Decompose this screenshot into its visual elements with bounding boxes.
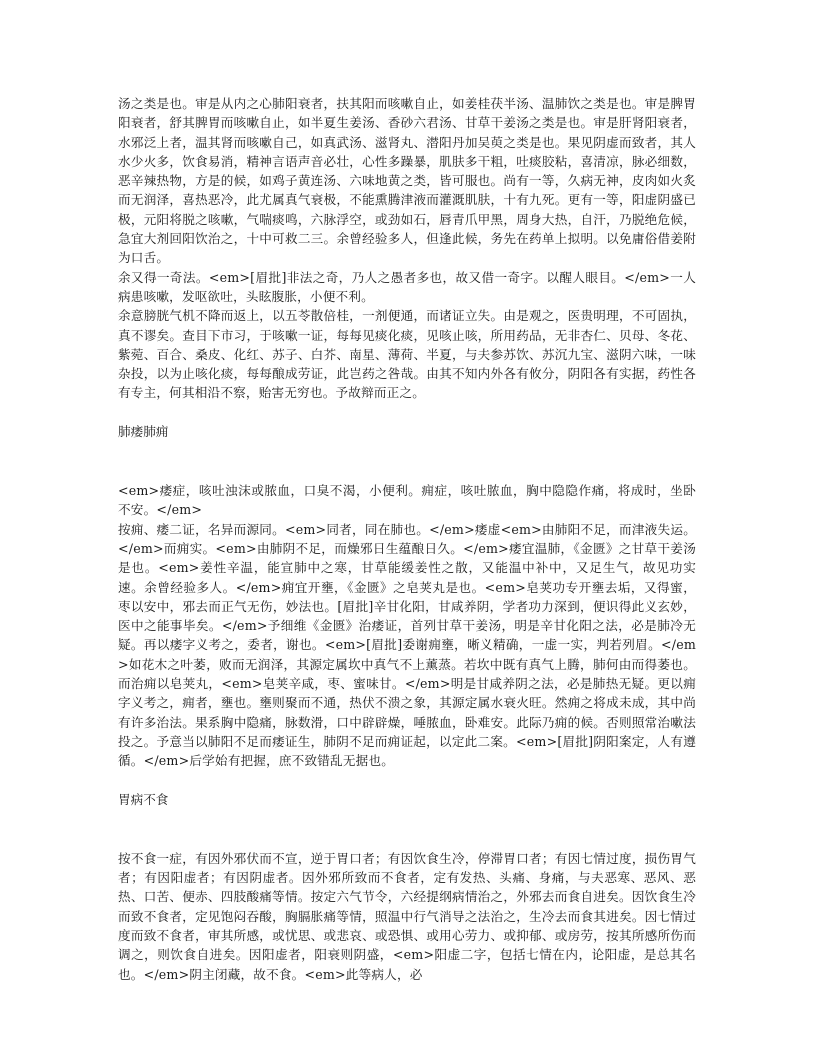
body-paragraph: 余又得一奇法。<em>[眉批]非法之奇，乃人之愚者多也，故又借一奇字。以醒人眼目。</em>一人病患咳嗽，发呕欲吐，头眩腹胀，小便不利。	[118, 269, 696, 304]
body-paragraph: 按痈、痿二证，名异而源同。<em>同者，同在肺也。</em>痿虚<em>由肺阳不足，而津液失运。</em>而痈实。<em>由肺阴不足，而燥邪日生蕴酿日久。</em>痿宜温肺，《金匮》之甘草干姜汤是也。<em>姜性辛温，能宣肺中之寒，甘草能缓姜性之散，又能温中补中，又足生气，故见功实速。余曾经验多人。</em>痈宜开壅，《金匮》之皂荚丸是也。<em>皂荚功专开壅去垢，又得蜜，枣以安中，邪去而正气无伤，妙法也。[眉批]辛甘化阳，甘咸养阴，学者功力深到，便识得此义玄妙，医中之能事毕矣。</em>予细维《金匮》治痿证，首列甘草干姜汤，明是辛甘化阳之法，必是肺冷无疑。再以痿字义考之，委者，谢也。<em>[眉批]委谢痈壅，晰义精确，一虚一实，判若列眉。</em>如花木之叶萎，败而无润泽，其源定属坎中真气不上薰蒸。若坎中既有真气上腾，肺何由而得萎也。而治痈以皂荚丸，<em>皂荚辛咸，枣、蜜味甘。</em>明是甘咸养阴之法，必是肺热无疑。更以痈字义考之，痈者，壅也。壅则聚而不通，热伏不溃之象，其源定属水衰火旺。然痈之将成未成，其中尚有许多治法。果系胸中隐痛，脉数滑，口中辟辟燥，唾脓血，卧难安。此际乃痈的候。否则照常治嗽法投之。予意当以肺阳不足而痿证生，肺阴不足而痈证起，以定此二案。<em>[眉批]阴阳案定，人有遵循。</em>后学始有把握，庶不致错乱无据也。	[118, 521, 696, 769]
body-paragraph: 余意膀胱气机不降而返上，以五苓散倍桂，一剂便通，而诸证立失。由是观之，医贵明理，不可固执，真不谬矣。查目下市习，于咳嗽一证，每每见痰化痰，见咳止咳，所用药品，无非杏仁、贝母、冬花、紫菀、百合、桑皮、化红、苏子、白芥、南星、薄荷、半夏，与夫参苏饮、苏沉九宝、滋阴六味，一味杂投，以为止咳化痰，每每酿成劳证，此岂药之咎哉。由其不知内外各有攸分，阴阳各有实据，药性各有专主，何其相沿不察，贻害无穷也。予故辩而正之。	[118, 308, 696, 401]
body-paragraph: <em>痿症，咳吐浊沫或脓血，口臭不渴，小便利。痈症，咳吐脓血，胸中隐隐作痛，将成时，坐卧不安。</em>	[118, 483, 696, 518]
section-heading: 肺痿肺痈	[118, 423, 169, 439]
section-heading: 胃病不食	[118, 791, 169, 807]
document-page	[118, 94, 696, 984]
body-paragraph: 汤之类是也。审是从内之心肺阳衰者，扶其阳而咳嗽自止，如姜桂茯半汤、温肺饮之类是也。审是脾胃阳衰者，舒其脾胃而咳嗽自止，如半夏生姜汤、香砂六君汤、甘草干姜汤之类是也。审是肝肾阳衰者，水邪泛上者，温其肾而咳嗽自己，如真武汤、滋肾丸、潜阳丹加吴萸之类是也。果见阴虚而致者，其人水少火多，饮食易消，精神言语声音必壮，心性多躁暴，肌肤多干粗，吐痰胶粘，喜清凉，脉必细数，恶辛辣热物，方是的候，如鸡子黄连汤、六味地黄之类，皆可服也。尚有一等，久病无神，皮肉如火炙而无润泽，喜热恶冷，此尤属真气衰极，不能熏腾津液而灌溉肌肤，十有九死。更有一等，阳虚阴盛已极，元阳将脱之咳嗽，气喘痰鸣，六脉浮空，或劲如石，唇青爪甲黑，周身大热，自汗，乃脱绝危候，急宜大剂回阳饮治之，十中可救二三。余曾经验多人，但逢此候，务先在药单上拟明。以免庸俗借姜附为口舌。	[118, 96, 696, 266]
body-paragraph: 按不食一症，有因外邪伏而不宣，逆于胃口者；有因饮食生冷，停滞胃口者；有因七情过度，损伤胃气者；有因阳虚者；有因阴虚者。因外邪所致而不食者，定有发热、头痛、身痛，与夫恶寒、恶风、恶热、口苦、便赤、四肢酸痛等情。按定六气节令，六经提纲病情治之，外邪去而食自进矣。因饮食生冷而致不食者，定见饱闷吞酸，胸膈胀痛等情，照温中行气消导之法治之，生冷去而食其进矣。因七情过度而致不食者，审其所感，或忧思、或悲哀、或恐惧、或用心劳力、或抑郁、或房劳，按其所感所伤而调之，则饮食自进矣。因阳虚者，阳衰则阴盛，<em>阳虚二字，包括七情在内，论阳虚，是总其名也。</em>阴主闭藏，故不食。<em>此等病人，必	[118, 850, 696, 982]
